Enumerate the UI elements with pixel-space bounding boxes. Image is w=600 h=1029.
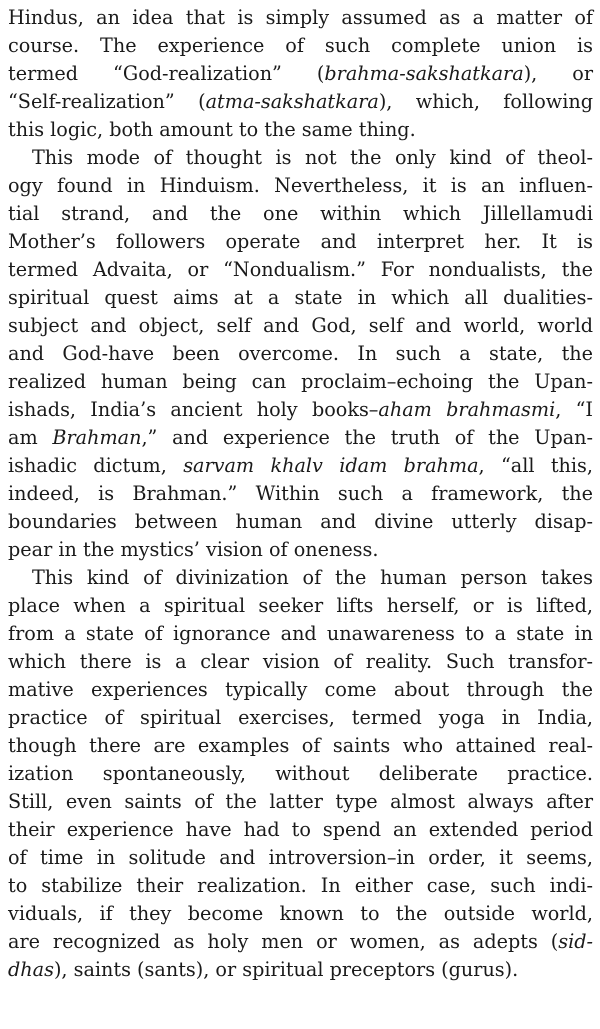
text-run: Mother’s followers operate and interpret her. It is [8, 230, 593, 253]
text-run: and God-have been overcome. In such a state, the [8, 342, 593, 365]
text-run: subject and object, self and God, self and world, world [8, 314, 593, 337]
text-run: boundaries between human and divine utterly disap- [8, 510, 593, 533]
italic-term: atma-sakshatkara [205, 90, 379, 113]
text-run: ishads, India’s ancient holy books– [8, 398, 379, 421]
text-run: mative experiences typically come about through the [8, 678, 593, 701]
text-run: Hindus, an idea that is simply assumed as a matter of [8, 6, 593, 29]
text-line [8, 480, 593, 508]
text-run: realized human being can proclaim–echoing the Upan- [8, 370, 593, 393]
text-line [8, 340, 593, 368]
text-line [8, 788, 593, 816]
paragraph [8, 144, 593, 564]
paragraph [8, 4, 593, 144]
italic-term: sid- [558, 930, 593, 953]
text-run: This mode of thought is not the only kind of theol- [32, 146, 593, 169]
text-run: viduals, if they become known to the outside world, [8, 902, 593, 925]
text-line [8, 116, 593, 144]
text-line [8, 592, 593, 620]
text-line [8, 844, 593, 872]
text-run: ization spontaneously, without deliberate practice. [8, 762, 593, 785]
text-run: ,” and experience the truth of the Upan- [141, 426, 594, 449]
italic-term: sarvam khalv idam brahma [183, 454, 479, 477]
text-run: ), saints (sants), or spiritual preceptors (gurus). [53, 958, 519, 981]
text-line [8, 564, 593, 592]
text-run: , “all this, [478, 454, 593, 477]
text-run: ), or [523, 62, 593, 85]
text-line [8, 284, 593, 312]
text-line [8, 200, 593, 228]
text-run: though there are examples of saints who attained real- [8, 734, 593, 757]
text-line [8, 676, 593, 704]
italic-term: brahma-sakshatkara [324, 62, 524, 85]
text-run: of time in solitude and introversion–in order, it seems, [8, 846, 593, 869]
text-run: ishadic dictum, [8, 454, 184, 477]
text-run: are recognized as holy men or women, as adepts ( [8, 930, 559, 953]
text-run: their experience have had to spend an extended period [8, 818, 593, 841]
text-run: which there is a clear vision of reality. Such transfor- [8, 650, 593, 673]
text-line [8, 508, 593, 536]
text-run: practice of spiritual exercises, termed yoga in India, [8, 706, 593, 729]
text-line [8, 60, 593, 88]
italic-term: aham brahmasmi [378, 398, 556, 421]
text-line [8, 732, 593, 760]
text-run: am [8, 426, 53, 449]
text-line [8, 900, 593, 928]
text-run: course. The experience of such complete union is [8, 34, 593, 57]
text-line [8, 424, 593, 452]
paragraph [8, 564, 593, 984]
text-line [8, 172, 593, 200]
text-run: this logic, both amount to the same thing. [8, 118, 416, 141]
text-line [8, 536, 593, 564]
text-line [8, 872, 593, 900]
text-line [8, 88, 593, 116]
text-line [8, 620, 593, 648]
text-line [8, 452, 593, 480]
body-text [8, 4, 593, 984]
text-run: tial strand, and the one within which Jillellamudi [8, 202, 593, 225]
text-line [8, 760, 593, 788]
italic-term: Brahman [52, 426, 142, 449]
text-line [8, 368, 593, 396]
text-line [8, 4, 593, 32]
text-run: termed “God-realization” ( [8, 62, 325, 85]
text-line [8, 312, 593, 340]
text-run: Still, even saints of the latter type almost always after [8, 790, 593, 813]
text-run: place when a spiritual seeker lifts herself, or is lifted, [8, 594, 593, 617]
text-line [8, 396, 593, 424]
text-run: ), which, following [378, 90, 593, 113]
text-line [8, 648, 593, 676]
text-line [8, 144, 593, 172]
text-run: pear in the mystics’ vision of oneness. [8, 538, 379, 561]
text-run: spiritual quest aims at a state in which all dualities- [8, 286, 593, 309]
text-line [8, 816, 593, 844]
text-run: from a state of ignorance and unawareness to a state in [8, 622, 593, 645]
text-run: indeed, is Brahman.” Within such a framework, the [8, 482, 593, 505]
text-run: , “I [555, 398, 593, 421]
text-line [8, 32, 593, 60]
text-line [8, 256, 593, 284]
italic-term: dhas [8, 958, 54, 981]
text-run: “Self-realization” ( [8, 90, 206, 113]
text-run: This kind of divinization of the human person takes [32, 566, 593, 589]
text-run: termed Advaita, or “Nondualism.” For nondualists, the [8, 258, 593, 281]
text-line [8, 704, 593, 732]
text-line [8, 928, 593, 956]
text-run: to stabilize their realization. In either case, such indi- [8, 874, 593, 897]
text-run: ogy found in Hinduism. Nevertheless, it is an influen- [8, 174, 593, 197]
text-line [8, 956, 593, 984]
text-line [8, 228, 593, 256]
